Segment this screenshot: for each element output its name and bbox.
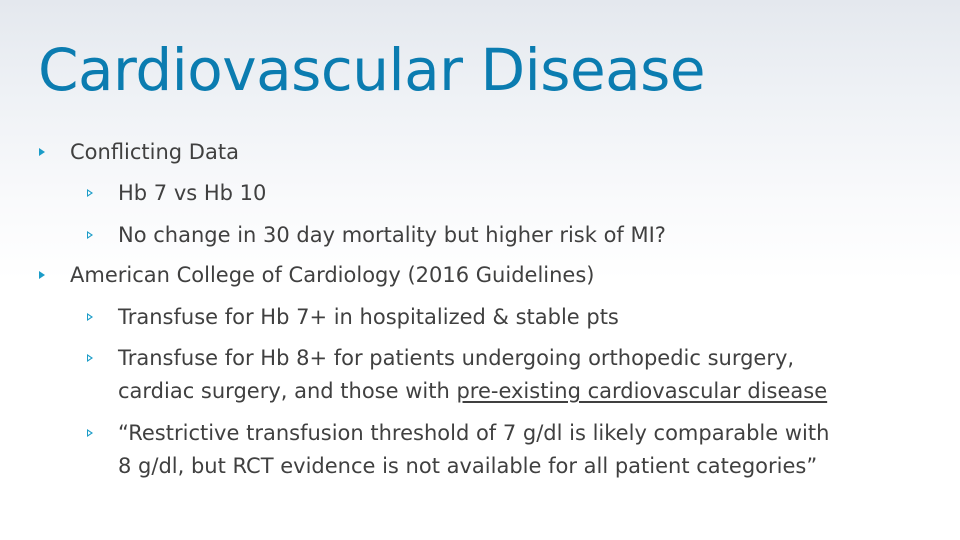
bullet-text-line: Transfuse for Hb 8+ for patients undergoing orthopedic surgery, bbox=[118, 346, 795, 370]
bullet-marker-icon bbox=[39, 136, 45, 169]
bullet-text: No change in 30 day mortality but higher risk of MI? bbox=[118, 223, 666, 247]
sub-bullet-marker-icon bbox=[87, 417, 93, 450]
sub-bullet-item bbox=[118, 301, 619, 334]
bullet-text: Transfuse for Hb 7+ in hospitalized & stable pts bbox=[118, 305, 619, 329]
bullet-text-line: 8 g/dl, but RCT evidence is not available for all patient categories” bbox=[118, 454, 818, 478]
bullet-marker-icon bbox=[39, 259, 45, 292]
bullet-item-conflicting-data bbox=[70, 136, 239, 169]
bullet-text-line: “Restrictive transfusion threshold of 7 g/dl is likely comparable with bbox=[118, 421, 830, 445]
sub-bullet-marker-icon bbox=[87, 301, 93, 334]
sub-bullet-item bbox=[118, 342, 827, 408]
bullet-text-line bbox=[118, 375, 827, 408]
sub-bullet-marker-icon bbox=[87, 219, 93, 252]
bullet-text: Conflicting Data bbox=[70, 140, 239, 164]
sub-bullet-item bbox=[118, 177, 266, 210]
sub-bullet-marker-icon bbox=[87, 177, 93, 210]
underlined-phrase: pre-existing cardiovascular disease bbox=[456, 379, 828, 403]
bullet-text: cardiac surgery, and those with bbox=[118, 379, 457, 403]
sub-bullet-marker-icon bbox=[87, 342, 93, 375]
bullet-text: American College of Cardiology (2016 Guidelines) bbox=[70, 263, 595, 287]
bullet-item-acc-guidelines bbox=[70, 259, 595, 292]
slide-title: Cardiovascular Disease bbox=[38, 36, 706, 104]
sub-bullet-item bbox=[118, 417, 829, 483]
sub-bullet-item bbox=[118, 219, 666, 252]
bullet-text: Hb 7 vs Hb 10 bbox=[118, 181, 267, 205]
